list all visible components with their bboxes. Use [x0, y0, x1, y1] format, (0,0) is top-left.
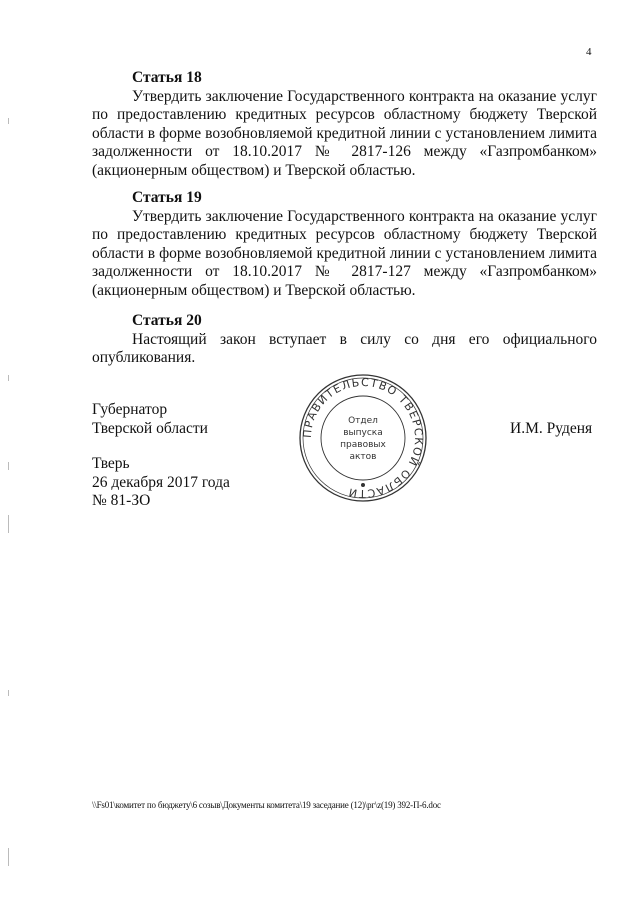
article-body: Утвердить заключение Государственного контракта на оказание услуг по предоставлению кредитных ресурсов областному бюджету Тверской области в форме возобновляемой кредитной линии с установлением лимита задолженности от 18.10.2017 № 2817-127 между «Газпромбанком» (акционерным обществом) и Тверской областью. [92, 207, 597, 299]
stamp-ring-text: ПРАВИТЕЛЬСТВО ТВЕРСКОЙ ОБЛАСТИ [300, 375, 426, 501]
position-line: Губернатор [92, 401, 168, 418]
article-title: Статья 18 [132, 69, 202, 86]
official-stamp-icon [298, 373, 428, 503]
article-body: Утвердить заключение Государственного контракта на оказание услуг по предоставлению кредитных ресурсов областному бюджету Тверской области в форме возобновляемой кредитной линии с установлением лимита задолженности от 18.10.2017 № 2817-126 между «Газпромбанком» (акционерным обществом) и Тверской областью. [92, 87, 597, 179]
file-path-footer: \\Fs01\комитет по бюджету\6 созыв\Документы комитета\19 заседание (12)\рг\z(19) 392-П-6.doc [92, 800, 441, 810]
date: 26 декабря 2017 года [92, 473, 230, 491]
article-18 [92, 69, 597, 180]
margin-mark [8, 690, 9, 696]
stamp-center-line: выпуска [343, 428, 383, 438]
article-19 [92, 189, 597, 300]
margin-mark [8, 848, 9, 866]
stamp-center-line: актов [349, 452, 377, 462]
place: Тверь [92, 455, 130, 472]
article-title: Статья 20 [132, 312, 202, 329]
article-body: Настоящий закон вступает в силу со дня его официального опубликования. [92, 330, 597, 366]
law-number: № 81-ЗО [92, 492, 151, 509]
margin-mark [8, 515, 9, 533]
signatory-name: И.М. Руденя [510, 420, 593, 437]
margin-mark [8, 118, 9, 124]
signatory-position [92, 401, 208, 438]
margin-mark [8, 462, 9, 470]
article-20 [92, 312, 597, 368]
margin-mark [8, 375, 9, 381]
stamp-center-line: правовых [340, 440, 386, 450]
page-number: 4 [586, 46, 592, 58]
position-line: Тверской области [92, 419, 208, 437]
place-date-number [92, 455, 230, 511]
stamp-center-line: Отдел [348, 416, 378, 426]
article-title: Статья 19 [132, 189, 202, 206]
